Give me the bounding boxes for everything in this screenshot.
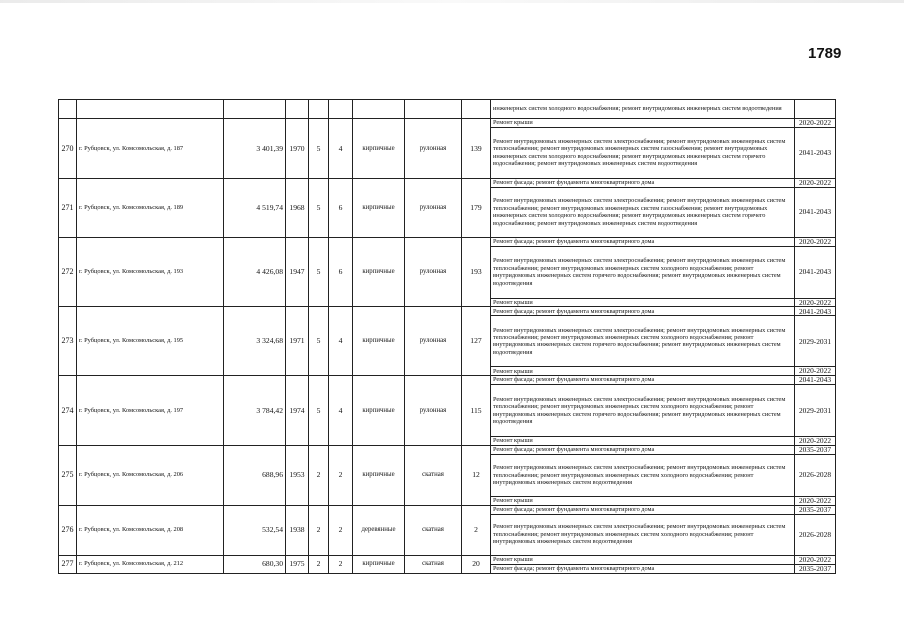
work-cell: Ремонт внутридомовых инженерных систем электроснабжения; ремонт внутридомовых инженерных систем теплоснабжения; ремонт внутридомовых инженерных систем холодного водоснабжения; ремонт внутридомовых инженерных систем горячего водоснабжения; ремонт внутридомовых инженерных систем водоотведения <box>491 316 795 367</box>
house-residents: 12 <box>462 445 491 505</box>
work-cell: Ремонт фасада; ремонт фундамента многоквартирного дома <box>491 307 795 316</box>
period-cell: 2026-2028 <box>795 514 836 555</box>
house-roof: скатная <box>405 445 462 505</box>
house-number: 271 <box>59 178 77 237</box>
house-address: г. Рубцовск, ул. Комсомольская, д. 197 <box>77 376 224 446</box>
period-cell: 2035-2037 <box>795 445 836 454</box>
period-cell: 2029-2031 <box>795 385 836 437</box>
house-walls: деревянные <box>353 505 405 555</box>
table-row <box>59 445 836 454</box>
table-row <box>59 376 836 385</box>
work-cell: Ремонт внутридомовых инженерных систем электроснабжения; ремонт внутридомовых инженерных систем теплоснабжения; ремонт внутридомовых инженерных систем холодного водоснабжения; ремонт внутридомовых инженерных систем водоотведения <box>491 514 795 555</box>
house-area: 532,54 <box>224 505 286 555</box>
period-cell: 2041-2043 <box>795 246 836 298</box>
house-entrances: 6 <box>329 178 353 237</box>
house-residents: 179 <box>462 178 491 237</box>
work-cell: Ремонт крыши <box>491 437 795 446</box>
house-area: 3 324,68 <box>224 307 286 376</box>
house-year: 1953 <box>286 445 309 505</box>
house-floors: 5 <box>309 178 329 237</box>
period-cell: 2020-2022 <box>795 237 836 246</box>
house-roof: скатная <box>405 505 462 555</box>
house-address: г. Рубцовск, ул. Комсомольская, д. 189 <box>77 178 224 237</box>
house-number: 276 <box>59 505 77 555</box>
house-address: г. Рубцовск, ул. Комсомольская, д. 187 <box>77 119 224 179</box>
house-address: г. Рубцовск, ул. Комсомольская, д. 195 <box>77 307 224 376</box>
work-cell: Ремонт крыши <box>491 555 795 564</box>
work-cell: Ремонт внутридомовых инженерных систем электроснабжения; ремонт внутридомовых инженерных систем теплоснабжения; ремонт внутридомовых инженерных систем холодного водоснабжения; ремонт внутридомовых инженерных систем горячего водоснабжения; ремонт внутридомовых инженерных систем водоотведения <box>491 385 795 437</box>
house-roof: скатная <box>405 555 462 573</box>
work-cell: Ремонт фасада; ремонт фундамента многоквартирного дома <box>491 505 795 514</box>
house-entrances: 2 <box>329 555 353 573</box>
house-area: 688,96 <box>224 445 286 505</box>
house-address: г. Рубцовск, ул. Комсомольская, д. 208 <box>77 505 224 555</box>
period-cell: 2020-2022 <box>795 298 836 307</box>
house-area: 3 784,42 <box>224 376 286 446</box>
work-cell: инженерных систем холодного водоснабжения; ремонт внутридомовых инженерных систем водоотведения <box>491 100 795 119</box>
empty-cell <box>405 100 462 119</box>
house-number: 274 <box>59 376 77 446</box>
house-entrances: 2 <box>329 445 353 505</box>
period-cell: 2041-2043 <box>795 376 836 385</box>
house-residents: 20 <box>462 555 491 573</box>
house-entrances: 4 <box>329 376 353 446</box>
house-floors: 5 <box>309 307 329 376</box>
house-address: г. Рубцовск, ул. Комсомольская, д. 206 <box>77 445 224 505</box>
house-residents: 2 <box>462 505 491 555</box>
house-walls: кирпичные <box>353 445 405 505</box>
house-year: 1947 <box>286 237 309 307</box>
house-area: 3 401,39 <box>224 119 286 179</box>
house-number: 275 <box>59 445 77 505</box>
period-cell: 2041-2043 <box>795 187 836 237</box>
house-walls: кирпичные <box>353 119 405 179</box>
house-floors: 2 <box>309 555 329 573</box>
house-roof: рулонная <box>405 307 462 376</box>
house-address: г. Рубцовск, ул. Комсомольская, д. 193 <box>77 237 224 307</box>
page-number: 1789 <box>808 45 842 62</box>
table-row <box>59 505 836 514</box>
house-year: 1974 <box>286 376 309 446</box>
house-floors: 2 <box>309 505 329 555</box>
empty-cell <box>59 100 77 119</box>
period-cell: 2026-2028 <box>795 454 836 496</box>
table-row <box>59 555 836 564</box>
period-cell: 2020-2022 <box>795 437 836 446</box>
empty-cell <box>329 100 353 119</box>
work-cell: Ремонт фасада; ремонт фундамента многоквартирного дома <box>491 564 795 573</box>
empty-cell <box>462 100 491 119</box>
period-cell: 2020-2022 <box>795 367 836 376</box>
house-floors: 5 <box>309 119 329 179</box>
house-residents: 115 <box>462 376 491 446</box>
empty-cell <box>353 100 405 119</box>
work-cell: Ремонт внутридомовых инженерных систем электроснабжения; ремонт внутридомовых инженерных систем теплоснабжения; ремонт внутридомовых инженерных систем газоснабжения; ремонт внутридомовых инженерных систем холодного водоснабжения; ремонт внутридомовых инженерных систем горячего водоснабжения; ремонт внутридомовых инженерных систем водоотведения <box>491 187 795 237</box>
table-row <box>59 100 836 119</box>
work-cell: Ремонт внутридомовых инженерных систем электроснабжения; ремонт внутридомовых инженерных систем теплоснабжения; ремонт внутридомовых инженерных систем холодного водоснабжения; ремонт внутридомовых инженерных систем горячего водоснабжения; ремонт внутридомовых инженерных систем водоотведения <box>491 246 795 298</box>
house-area: 4 519,74 <box>224 178 286 237</box>
capital-repair-table <box>58 99 836 574</box>
house-residents: 139 <box>462 119 491 179</box>
work-cell: Ремонт фасада; ремонт фундамента многоквартирного дома <box>491 178 795 187</box>
house-walls: кирпичные <box>353 237 405 307</box>
house-area: 4 426,08 <box>224 237 286 307</box>
work-cell: Ремонт крыши <box>491 496 795 505</box>
empty-cell <box>286 100 309 119</box>
house-year: 1968 <box>286 178 309 237</box>
empty-cell <box>224 100 286 119</box>
period-cell: 2029-2031 <box>795 316 836 367</box>
empty-cell <box>309 100 329 119</box>
work-cell: Ремонт внутридомовых инженерных систем электроснабжения; ремонт внутридомовых инженерных систем теплоснабжения; ремонт внутридомовых инженерных систем холодного водоснабжения; ремонт внутридомовых инженерных систем водоотведения <box>491 454 795 496</box>
house-walls: кирпичные <box>353 555 405 573</box>
house-roof: рулонная <box>405 237 462 307</box>
house-walls: кирпичные <box>353 376 405 446</box>
table-body <box>59 100 836 574</box>
house-floors: 5 <box>309 237 329 307</box>
house-number: 272 <box>59 237 77 307</box>
house-address: г. Рубцовск, ул. Комсомольская, д. 212 <box>77 555 224 573</box>
period-cell: 2020-2022 <box>795 496 836 505</box>
house-walls: кирпичные <box>353 178 405 237</box>
table-row <box>59 307 836 316</box>
period-cell: 2020-2022 <box>795 555 836 564</box>
work-cell: Ремонт фасада; ремонт фундамента многоквартирного дома <box>491 445 795 454</box>
period-cell: 2041-2043 <box>795 307 836 316</box>
house-walls: кирпичные <box>353 307 405 376</box>
house-number: 273 <box>59 307 77 376</box>
table-row <box>59 237 836 246</box>
work-cell: Ремонт крыши <box>491 119 795 128</box>
period-cell <box>795 100 836 119</box>
house-number: 270 <box>59 119 77 179</box>
house-floors: 5 <box>309 376 329 446</box>
work-cell: Ремонт фасада; ремонт фундамента многоквартирного дома <box>491 376 795 385</box>
period-cell: 2041-2043 <box>795 127 836 178</box>
period-cell: 2020-2022 <box>795 119 836 128</box>
house-year: 1938 <box>286 505 309 555</box>
house-entrances: 4 <box>329 119 353 179</box>
house-year: 1971 <box>286 307 309 376</box>
work-cell: Ремонт крыши <box>491 298 795 307</box>
house-entrances: 4 <box>329 307 353 376</box>
house-year: 1970 <box>286 119 309 179</box>
house-floors: 2 <box>309 445 329 505</box>
house-roof: рулонная <box>405 178 462 237</box>
house-entrances: 2 <box>329 505 353 555</box>
scan-edge <box>0 0 904 3</box>
house-year: 1975 <box>286 555 309 573</box>
table-row <box>59 119 836 128</box>
period-cell: 2020-2022 <box>795 178 836 187</box>
house-area: 680,30 <box>224 555 286 573</box>
work-cell: Ремонт крыши <box>491 367 795 376</box>
period-cell: 2035-2037 <box>795 564 836 573</box>
house-residents: 193 <box>462 237 491 307</box>
empty-cell <box>77 100 224 119</box>
work-cell: Ремонт внутридомовых инженерных систем электроснабжения; ремонт внутридомовых инженерных систем теплоснабжения; ремонт внутридомовых инженерных систем газоснабжения; ремонт внутридомовых инженерных систем холодного водоснабжения; ремонт внутридомовых инженерных систем горячего водоснабжения; ремонт внутридомовых инженерных систем водоотведения <box>491 127 795 178</box>
house-roof: рулонная <box>405 119 462 179</box>
period-cell: 2035-2037 <box>795 505 836 514</box>
work-cell: Ремонт фасада; ремонт фундамента многоквартирного дома <box>491 237 795 246</box>
house-number: 277 <box>59 555 77 573</box>
house-entrances: 6 <box>329 237 353 307</box>
house-residents: 127 <box>462 307 491 376</box>
table-row <box>59 178 836 187</box>
house-roof: рулонная <box>405 376 462 446</box>
